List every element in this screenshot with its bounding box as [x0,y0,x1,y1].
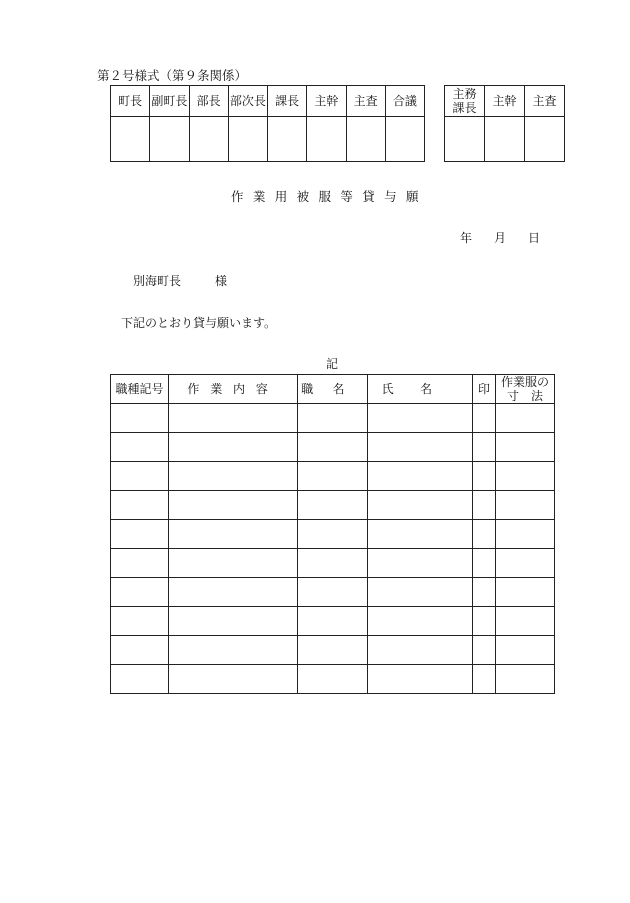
table-row [111,404,555,433]
stamp-box-sub-inspector[interactable] [525,117,565,162]
name-cell[interactable] [368,404,473,433]
loan-record-table [110,374,555,694]
addressee-name: 別海町長 [133,274,182,288]
seal-cell[interactable] [473,462,496,491]
approval-header-sub-chief-officer: 主幹 [485,86,525,117]
stamp-box-sub-chief-officer[interactable] [485,117,525,162]
table-row [111,433,555,462]
job-code-cell[interactable] [111,491,169,520]
uniform-size-cell[interactable] [496,578,555,607]
approval-stamp-table [110,85,425,162]
table-row [111,607,555,636]
job-title-cell[interactable] [298,607,368,636]
seal-cell[interactable] [473,520,496,549]
job-code-cell[interactable] [111,404,169,433]
table-row [111,665,555,694]
seal-cell[interactable] [473,549,496,578]
approval-header-sub-inspector: 主査 [525,86,565,117]
job-title-cell[interactable] [298,520,368,549]
uniform-size-cell[interactable] [496,462,555,491]
column-header-job-code: 職種記号 [111,375,169,404]
seal-cell[interactable] [473,433,496,462]
approval-sub-stamp-table [444,85,565,162]
name-cell[interactable] [368,578,473,607]
addressee-honorific: 様 [215,274,228,288]
approval-header-section-chief: 課長 [268,86,307,117]
addressee [133,272,227,289]
job-code-cell[interactable] [111,636,169,665]
stamp-box-section-chief[interactable] [268,117,307,162]
uniform-size-cell[interactable] [496,404,555,433]
approval-sub-header-row [445,86,565,117]
job-title-cell[interactable] [298,462,368,491]
stamp-box-deputy-director[interactable] [228,117,267,162]
stamp-box-responsible-chief[interactable] [445,117,485,162]
job-code-cell[interactable] [111,462,169,491]
job-title-cell[interactable] [298,665,368,694]
approval-header-inspector: 主査 [346,86,385,117]
approval-header-mayor: 町長 [111,86,150,117]
job-title-cell[interactable] [298,636,368,665]
work-content-cell[interactable] [169,404,298,433]
job-code-cell[interactable] [111,433,169,462]
column-header-work-content: 作業内容 [169,375,298,404]
job-code-cell[interactable] [111,520,169,549]
stamp-box-chief-officer[interactable] [307,117,346,162]
uniform-size-cell[interactable] [496,665,555,694]
work-content-cell[interactable] [169,665,298,694]
seal-cell[interactable] [473,607,496,636]
approval-header-deputy-director: 部次長 [228,86,267,117]
table-row [111,520,555,549]
body-text: 下記のとおり貸与願います。 [121,316,277,330]
job-code-cell[interactable] [111,549,169,578]
stamp-box-council[interactable] [385,117,424,162]
work-content-cell[interactable] [169,636,298,665]
work-content-cell[interactable] [169,520,298,549]
job-title-cell[interactable] [298,491,368,520]
name-cell[interactable] [368,665,473,694]
approval-header-responsible-chief [445,86,485,117]
column-header-job-title: 職名 [298,375,368,404]
approval-sub-stamp-row [445,117,565,162]
approval-header-director: 部長 [189,86,228,117]
header-line: 主務 [452,87,477,101]
approval-header-deputy-mayor: 副町長 [150,86,189,117]
record-heading: 記 [326,357,339,371]
table-row [111,491,555,520]
job-code-cell[interactable] [111,607,169,636]
table-header-row [111,375,555,404]
work-content-cell[interactable] [169,549,298,578]
work-content-cell[interactable] [169,578,298,607]
date-month: 月 [494,231,507,245]
work-content-cell[interactable] [169,491,298,520]
approval-header-council: 合議 [385,86,424,117]
name-cell[interactable] [368,433,473,462]
header-line: 課長 [452,101,477,115]
table-row [111,578,555,607]
column-header-seal: 印 [473,375,496,404]
name-cell[interactable] [368,491,473,520]
table-row [111,636,555,665]
column-header-uniform-size [496,375,555,404]
header-line: 寸 法 [506,389,543,403]
work-content-cell[interactable] [169,433,298,462]
stamp-box-deputy-mayor[interactable] [150,117,189,162]
job-title-cell[interactable] [298,433,368,462]
column-header-name: 氏名 [368,375,473,404]
approval-header-row [111,86,425,117]
job-title-cell[interactable] [298,578,368,607]
job-code-cell[interactable] [111,578,169,607]
seal-cell[interactable] [473,636,496,665]
date-day: 日 [528,231,541,245]
work-content-cell[interactable] [169,462,298,491]
seal-cell[interactable] [473,404,496,433]
uniform-size-cell[interactable] [496,433,555,462]
document-title: 作業用被服等貸与願 [231,189,428,204]
work-content-cell[interactable] [169,607,298,636]
job-title-cell[interactable] [298,549,368,578]
uniform-size-cell[interactable] [496,491,555,520]
approval-header-chief-officer: 主幹 [307,86,346,117]
job-title-cell[interactable] [298,404,368,433]
seal-cell[interactable] [473,491,496,520]
stamp-box-director[interactable] [189,117,228,162]
name-cell[interactable] [368,520,473,549]
uniform-size-cell[interactable] [496,549,555,578]
name-cell[interactable] [368,607,473,636]
approval-stamp-row [111,117,425,162]
form-number: 第２号様式（第９条関係） [97,68,248,83]
job-code-cell[interactable] [111,665,169,694]
uniform-size-cell[interactable] [496,636,555,665]
uniform-size-cell[interactable] [496,607,555,636]
date-line [460,229,550,246]
table-row [111,462,555,491]
stamp-box-inspector[interactable] [346,117,385,162]
stamp-box-mayor[interactable] [111,117,150,162]
seal-cell[interactable] [473,665,496,694]
header-line: 作業服の [500,375,549,389]
name-cell[interactable] [368,636,473,665]
name-cell[interactable] [368,549,473,578]
seal-cell[interactable] [473,578,496,607]
table-row [111,549,555,578]
uniform-size-cell[interactable] [496,520,555,549]
name-cell[interactable] [368,462,473,491]
date-year: 年 [460,231,473,245]
